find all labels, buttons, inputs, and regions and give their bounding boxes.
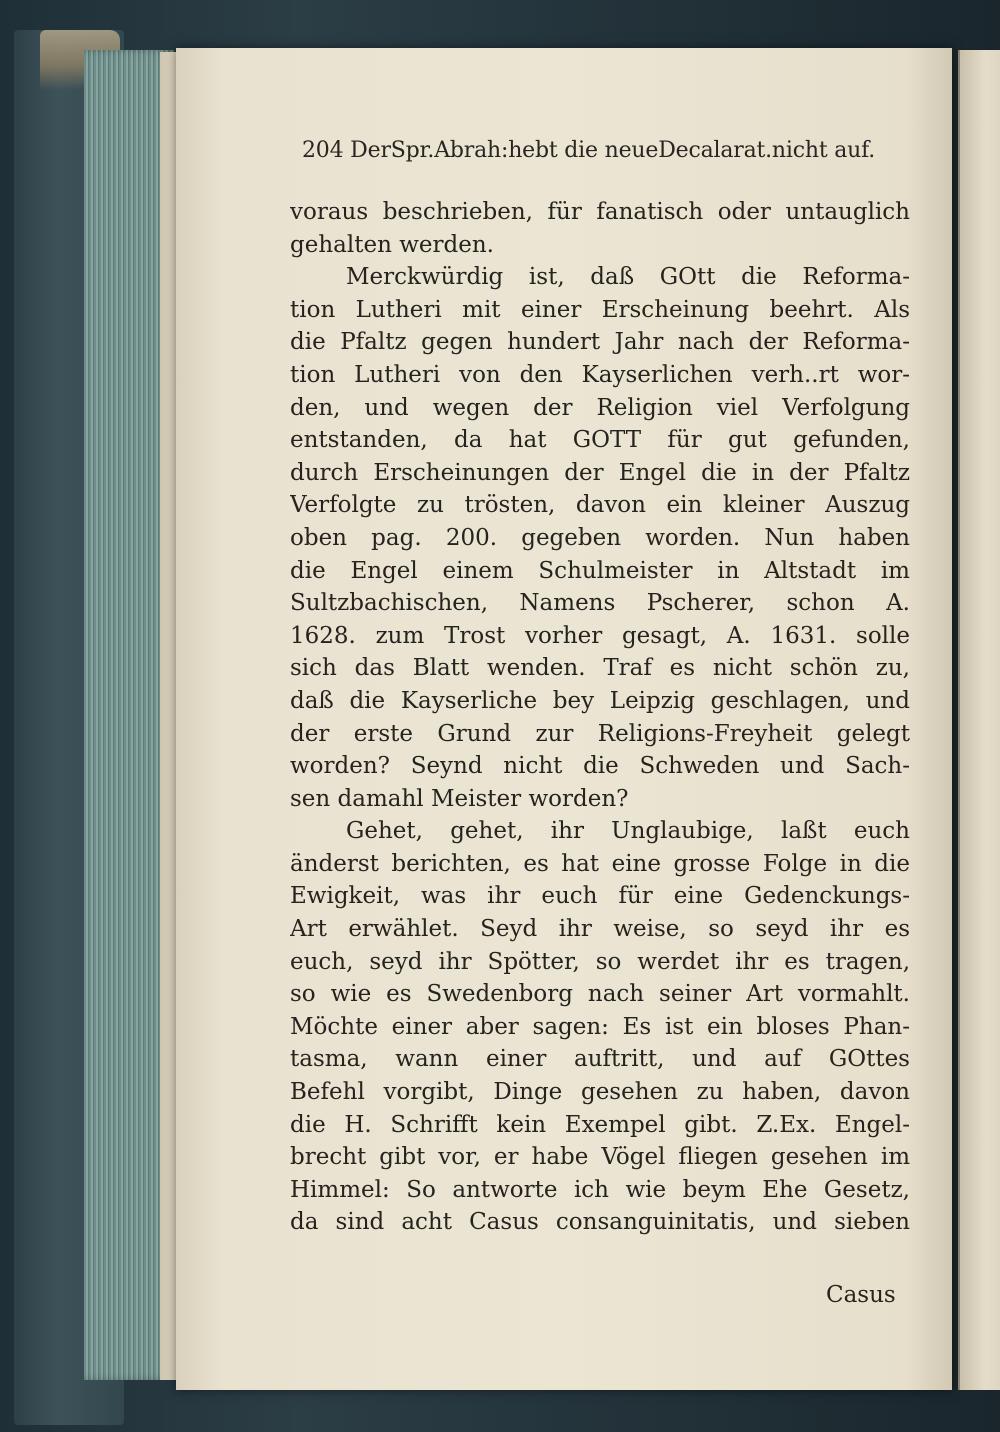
text-line: die Engel einem Schulmeister in Altstadt im xyxy=(290,557,910,584)
text-line: die Pfaltz gegen hundert Jahr nach der Reforma- xyxy=(290,329,910,356)
text-line: tion Lutheri von den Kayserlichen verh..rt wor- xyxy=(290,361,910,388)
text-line: änderst berichten, es hat eine grosse Folge in die xyxy=(290,850,910,877)
text-line: Ewigkeit, was ihr euch für eine Gedenckungs- xyxy=(290,883,910,910)
text-line: sen damahl Meister worden? xyxy=(290,785,629,812)
text-line: Merckwürdig ist, daß GOtt die Reforma- xyxy=(346,264,910,291)
text-line: Gehet, gehet, ihr Unglaubige, laßt euch xyxy=(346,818,910,845)
text-line: tasma, wann einer auftritt, und auf GOttes xyxy=(290,1046,910,1073)
facing-page-edge xyxy=(958,50,1000,1390)
text-line: durch Erscheinungen der Engel die in der Pfaltz xyxy=(290,459,910,486)
text-line: da sind acht Casus consanguinitatis, und sieben xyxy=(290,1209,910,1236)
text-line: Himmel: So antworte ich wie beym Ehe Gesetz, xyxy=(290,1176,910,1203)
text-line: sich das Blatt wenden. Traf es nicht schön zu, xyxy=(290,655,910,682)
text-line: brecht gibt vor, er habe Vögel fliegen gesehen im xyxy=(290,1144,910,1171)
text-line: entstanden, da hat GOTT für gut gefunden, xyxy=(290,427,910,454)
text-line: Sultzbachischen, Namens Pscherer, schon A. xyxy=(290,590,910,617)
text-line: oben pag. 200. gegeben worden. Nun haben xyxy=(290,524,910,551)
running-head: 204 DerSpr.Abrah:hebt die neueDecalarat.nicht auf. xyxy=(302,138,876,163)
text-line: euch, seyd ihr Spötter, so werdet ihr es tragen, xyxy=(290,948,910,975)
catchword: Casus xyxy=(826,1282,896,1308)
text-line: der erste Grund zur Religions-Freyheit gelegt xyxy=(290,720,910,747)
text-line: den, und wegen der Religion viel Verfolgung xyxy=(290,394,910,421)
text-line: tion Lutheri mit einer Erscheinung beehrt. Als xyxy=(290,296,910,323)
text-line: Verfolgte zu trösten, davon ein kleiner Auszug xyxy=(290,492,910,519)
text-line: Befehl vorgibt, Dinge gesehen zu haben, davon xyxy=(290,1079,910,1106)
text-line: gehalten werden. xyxy=(290,231,494,258)
text-line: voraus beschrieben, für fanatisch oder untauglich xyxy=(290,199,910,225)
text-line: Möchte einer aber sagen: Es ist ein bloses Phan- xyxy=(290,1013,910,1040)
text-line: daß die Kayserliche bey Leipzig geschlagen, und xyxy=(290,687,910,714)
text-line: 1628. zum Trost vorher gesagt, A. 1631. solle xyxy=(290,622,910,649)
body-text xyxy=(290,196,910,1239)
text-line: Art erwählet. Seyd ihr weise, so seyd ihr es xyxy=(290,916,910,943)
text-line: worden? Seynd nicht die Schweden und Sach- xyxy=(290,753,910,780)
text-line: so wie es Swedenborg nach seiner Art vormahlt. xyxy=(290,981,910,1008)
text-line: die H. Schrifft kein Exempel gibt. Z.Ex. Engel- xyxy=(290,1111,910,1138)
